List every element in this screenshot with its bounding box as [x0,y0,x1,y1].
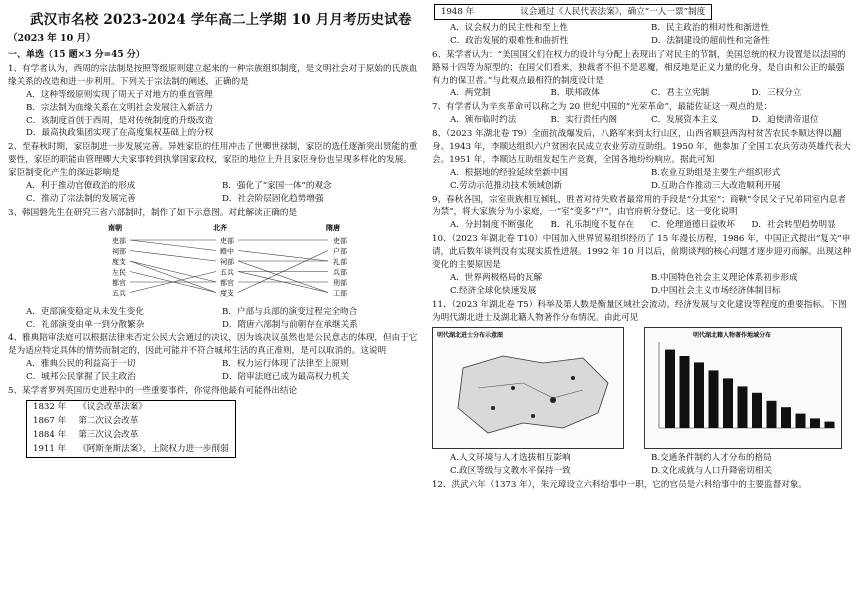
table-row: 1948 年 议会通过《人民代表法案》，确立“一人一票”制度 [441,6,706,17]
bar [665,350,675,428]
connector-line [130,261,216,282]
ministry-label: 礼部 [333,257,347,266]
reform-table [26,400,236,458]
option: C．伦理道德日益败坏 [651,220,735,231]
bar [810,419,820,429]
option: A．议会权力的民主性和至上性 [450,23,568,33]
connector-line [238,250,328,261]
question-9: 9、春秋各国，宗室贵族相互倾轧，胜者对待失败者最常用的手段是“分其室”；商鞅“令民父子兄弟同室内息者为禁”，将大家族分为小家庭，一“室”变多“户”，由官府析分登记。这一变化说明 [432,194,846,218]
bar-chart-title: 明代湖北籍人物著作地域分布 [693,332,772,340]
bar [723,379,733,429]
option: A．雅典公民的利益高于一切 [26,359,136,370]
ministry-label: 五兵 [112,289,126,298]
ministry-label: 户部 [333,247,347,256]
option: A．根据地的经验延续至新中国 [450,167,568,178]
question-5: 5、某学者罗列英国历史进程中的一些重要事件，你觉得他最有可能得出结论 [8,386,298,397]
option: C.经济全球化快速发展 [450,285,537,296]
bar [680,356,690,428]
bar [709,371,719,429]
option: D．法制建设的超前性和完备性 [651,35,770,46]
question-3: 3、韩国磐先生在研究三省六部制时，制作了如下示意图。对此解读正确的是 [8,207,298,218]
bar [738,387,748,429]
q11-figures [432,327,852,449]
question-10: 10、（2023 年湖北卷 T10）中国加入世界贸易组织经历了 15 年漫长历程，1986 年，中国正式提出“复关”申请，此后数年谈判没有实现实质性进展。1992 年 10 月以后，前期谈判的核心问题才逐步迎刃而解。出现这种变化的主要原因是 [432,234,852,271]
question-11-options [432,452,852,478]
option: D．社会转型趋势明显 [751,220,836,231]
option: B.交通条件制约人才分布的格局 [651,453,772,464]
bar [781,408,791,429]
connector-line [238,261,328,293]
question-7-options [432,114,852,127]
bar [825,422,835,428]
option: B．联邦政体 [550,88,600,99]
ministry-label: 都官 [220,278,234,287]
option: C．君主立宪制 [651,88,710,99]
ministry-label: 度支 [220,289,234,298]
question-4-options [8,358,418,384]
option: C．发展资本主义 [651,115,718,126]
ministry-label: 左民 [112,268,126,277]
option: D.文化成就与人口升降密切相关 [651,466,773,477]
ministry-label: 祠部 [220,257,234,266]
question-5-options [432,22,852,48]
table-row: 1911 年 《阿斯奎斯法案》，上院权力进一步削弱 [33,444,229,455]
works-bar-chart [644,327,842,449]
option: C.劳动示范推动技术领域创新 [450,180,563,191]
connector-line [130,250,216,261]
option: C．政治发展的艰难性和曲折性 [450,35,569,46]
page-title: 武汉市名校 2023-2024 学年高二上学期 10 月月考历史试卷 [30,12,412,28]
option: D.中国社会主义市场经济体制目标 [651,285,781,296]
bar [767,401,777,428]
exam-date: （2023 年 10 月） [8,33,96,45]
question-12: 12、洪武六年（1373 年），朱元璋设立六科给事中一职，它的官员是六科给事中的主要监督对象。 [432,480,807,491]
option: A．这种等级原则实现了周天子对地方的垂直管理 [26,89,213,100]
map-svg [433,328,623,448]
six-ministries-diagram [8,222,418,304]
ministry-label: 殿中 [220,247,234,256]
question-7: 7、有学者认为辛亥革命可以称之为 20 世纪中国的“光荣革命”，最能佐证这一观点的是： [432,102,773,113]
option: D.互助合作推动三大改造顺利开展 [651,180,781,191]
option: D．社会阶层固化趋势增强 [222,193,324,204]
reform-table-continued [434,4,712,20]
ministry-label: 工部 [333,289,347,298]
hubei-map [432,327,624,449]
question-3-options [8,306,418,332]
question-8-options [432,167,852,193]
map-title: 明代湖北进士分布示意图 [437,332,504,340]
right-column [432,0,852,492]
ministry-label: 吏部 [220,236,234,245]
option: A．世界两极格局的瓦解 [450,272,543,283]
option: C．城邦公民掌握了民主政治 [26,372,136,383]
option: B．实行责任内阁 [550,115,617,126]
ministry-label: 兵部 [333,268,347,277]
head-suitang: 隋唐 [326,222,340,232]
option: C．礼部演变由单一到分散繁杂 [26,319,145,330]
ministry-label: 吏部 [333,236,347,245]
ministry-label: 度支 [112,257,126,266]
option: D．隋唐六部制与前朝存在承继关系 [222,319,358,330]
question-1: 1、有学者认为，西周的宗法制是按照等级原则建立起来的一种宗族组织制度，是文明社会对于原始的氏族血缘关系的改造和进一步利用。下列关于宗法制的阐述，正确的是 [8,64,418,87]
question-11: 11、（2023 年湖北卷 T5）科举及第人数是衡量区域社会流动、经济发展与文化建设等程度的重要指标。下图为明代湖北进士及湖北籍人物著作分布情况。由此可见 [432,299,847,323]
option: B．户部与兵部的演变过程完全吻合 [222,306,358,317]
option: B.中国特色社会主义理论体系初步形成 [651,272,798,283]
option: B．民主政治的相对性和渐进性 [651,23,770,33]
question-2-options [8,180,418,206]
section-heading: 一、单选（15 题×3 分=45 分） [8,49,145,60]
bar-chart-svg [645,328,841,448]
option: C．推动了宗法制的发展完善 [26,193,136,204]
option: B．强化了“家国一体”的观念 [222,181,332,192]
table-row: 1832 年 《议会改革法案》 [33,402,147,413]
ministry-label: 祠部 [112,247,126,256]
option: D．陪审法庭已成为最高权力机关 [222,372,350,383]
option: D．最高执政集团实现了在高度集权基础上的分权 [26,128,214,139]
table-row: 1867 年 第二次议会改革 [33,416,139,427]
question-2: 2、至春秋时期，家臣制进一步发展完善。异姓家臣的任用冲击了世卿世禄制，家臣的选任逐渐突出贤能的重要性，家臣的职能由管理卿大夫家事转到执掌国家政权，家臣的地位上升且家臣身份也呈现多样化的发展。家臣制变化产生的深远影响是 [8,142,418,179]
option: D．迫使清帝退位 [751,115,819,126]
bar [752,393,762,428]
question-10-options [432,272,852,298]
option: B．权力运行体现了法律至上原则 [222,359,349,370]
option: A．两党制 [450,88,491,99]
ministry-label: 五兵 [220,268,234,277]
option: A．吏部演变稳定从未发生变化 [26,306,144,317]
left-column [8,0,418,460]
ministry-label: 都官 [112,278,126,287]
ministry-label: 吏部 [112,236,126,245]
option: A．颁布临时约法 [450,115,517,126]
six-ministries-svg [8,222,418,304]
question-8: 8、（2023 年湖北卷 T9）全面抗战爆发后，八路军来到太行山区，山西省顺县西沟村贫苦农民李顺达得以翻身。1943 年，李顺达组织六户贫困农民成立农业劳动互助组。1950 年，他参加了全国工农兵劳动英雄代表大会。1951 年，李顺达互助组发起生产竞赛，全国各地纷纷响应。据此可知 [432,129,851,165]
option: D．三权分立 [751,88,802,99]
head-south: 南朝 [108,222,122,232]
option: B．宗法制为血缘关系在文明社会发展注入新活力 [26,102,213,113]
head-beiqi: 北齐 [213,222,227,232]
option: B.农业互助组是主要生产组织形式 [651,167,781,178]
question-9-options [432,219,852,232]
question-4: 4、雅典陪审法庭可以根据法律来否定公民大会通过的决议，因为该决议虽然也是公民意志的体现，但由于它是为适应特定具体的情势而制定的，因此可能并不符合城邦生活的真正准则，是可以取消的。这说明 [8,333,418,357]
question-6: 6、某学者认为：“美国国父们在权力的设计与分配上表现出了对民主的节制，美国总统的权力设置是以法国的路易十四等为原型的；在国父们看来，独裁者不但不是恶魔，相反地是正义力量的化身，是自由和公正的最强有力的保卫者。”与此观点最相符的制度设计是 [432,49,846,86]
bar [694,363,704,429]
bar [796,414,806,428]
question-1-options [8,89,418,141]
option: A．分封制度不断强化 [450,220,534,231]
option: A.人文环境与人才选拔相互影响 [450,453,571,464]
ministry-label: 刑部 [333,278,347,287]
table-row: 1884 年 第三次议会改革 [33,430,139,441]
connector-line [130,261,216,293]
connector-line [130,240,216,251]
option: A．利于推动官僚政治的形成 [26,181,136,192]
question-6-options [432,87,852,100]
option: C．该制度首创于西周，是对传统制度的升级改造 [26,115,214,126]
option: B．礼乐制度不复存在 [550,220,635,231]
option: C.政区等级与文教水平保持一致 [450,466,571,477]
